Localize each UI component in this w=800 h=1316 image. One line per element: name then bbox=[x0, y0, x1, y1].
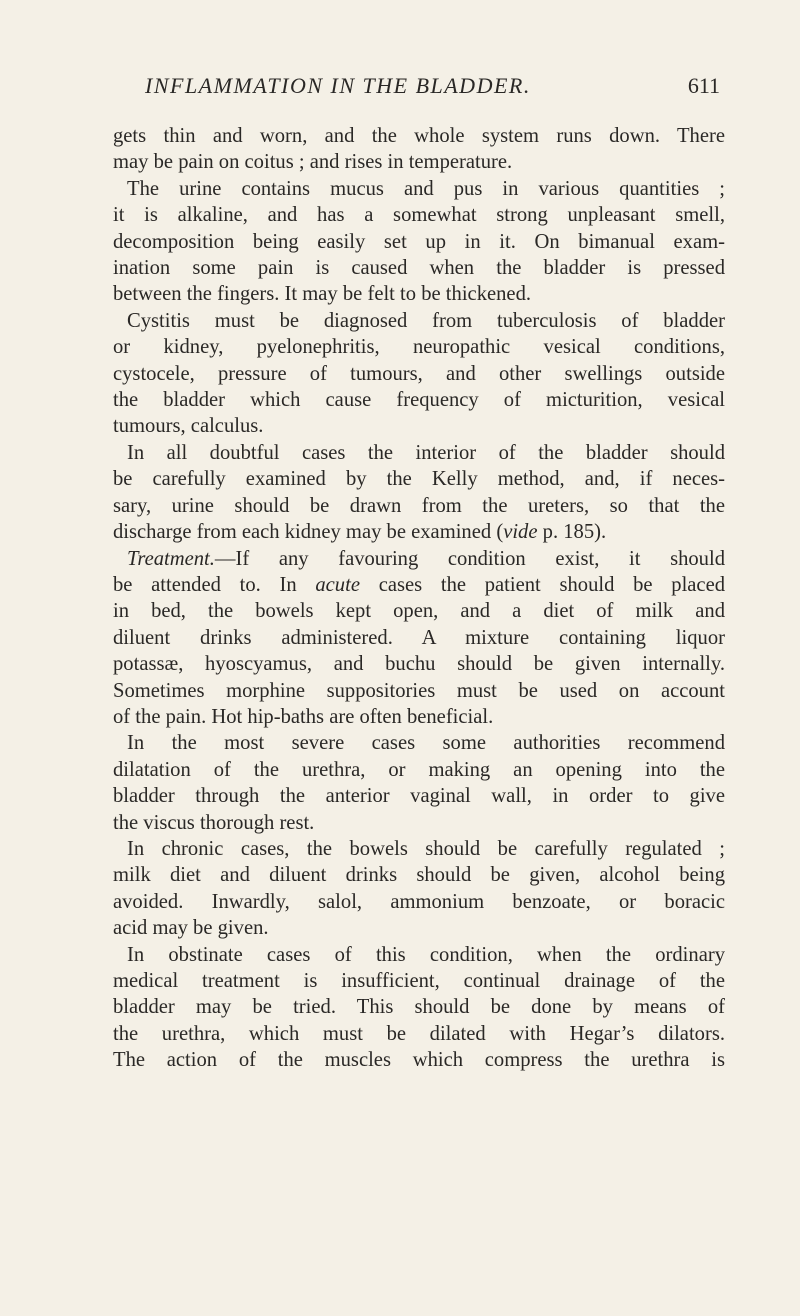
paragraph-8-line-1: In obstinate cases of this condition, when the ordinary bbox=[127, 943, 725, 966]
paragraph-1-line-1: gets thin and worn, and the whole system runs down. There bbox=[113, 125, 725, 147]
paragraph-5-line-1-text: —If any favouring condition exist, it should bbox=[214, 547, 725, 570]
page-number: 611 bbox=[687, 73, 720, 98]
paragraph-2-line-2: it is alkaline, and has a somewhat strong unpleasant smell, bbox=[113, 204, 725, 227]
paragraph-5-line-2-italic: acute bbox=[315, 573, 360, 596]
paragraph-7-line-1: In chronic cases, the bowels should be carefully regulated ; bbox=[127, 837, 725, 860]
paragraph-6-line-2: dilatation of the urethra, or making an opening into the bbox=[113, 758, 725, 781]
paragraph-5-line-3: in bed, the bowels kept open, and a diet of milk and bbox=[113, 600, 725, 623]
paragraph-2-line-4: ination some pain is caused when the bladder is pressed bbox=[113, 257, 725, 280]
paragraph-1-line-2: may be pain on coitus ; and rises in temperature. bbox=[113, 151, 513, 174]
paragraph-5-line-2-text-b: cases the patient should be placed bbox=[359, 573, 726, 596]
paragraph-7-line-4: acid may be given. bbox=[113, 917, 269, 940]
paragraph-8-line-4: the urethra, which must be dilated with Hegar’s dilators. bbox=[113, 1022, 725, 1045]
paragraph-2-line-5: between the fingers. It may be felt to be thickened. bbox=[113, 283, 532, 306]
paragraph-3-line-1: Cystitis must be diagnosed from tuberculosis of bladder bbox=[127, 309, 725, 332]
paragraph-7-line-2: milk diet and diluent drinks should be given, alcohol being bbox=[113, 864, 725, 887]
paragraph-4-line-2: be carefully examined by the Kelly method, and, if neces- bbox=[113, 468, 725, 491]
paragraph-5-line-4: diluent drinks administered. A mixture containing liquor bbox=[113, 626, 725, 649]
paragraph-3-line-2: or kidney, pyelonephritis, neuropathic vesical conditions, bbox=[113, 336, 725, 359]
paragraph-8-line-3: bladder may be tried. This should be done by means of bbox=[113, 996, 725, 1019]
paragraph-6-line-4: the viscus thorough rest. bbox=[113, 811, 315, 834]
paragraph-4-line-1: In all doubtful cases the interior of the bladder should bbox=[127, 441, 725, 464]
paragraph-4-line-3: sary, urine should be drawn from the ureters, so that the bbox=[113, 494, 725, 517]
paragraph-4-line-4 bbox=[113, 519, 725, 545]
paragraph-5-line-2-text-a: be attended to. In bbox=[113, 573, 316, 596]
paragraph-2-line-3: decomposition being easily set up in it. On bimanual exam- bbox=[113, 230, 725, 253]
paragraph-3-line-5: tumours, calculus. bbox=[113, 415, 264, 438]
body-text bbox=[113, 123, 725, 1074]
paragraph-8-line-2: medical treatment is insufficient, continual drainage of the bbox=[113, 970, 725, 992]
paragraph-2-line-1: The urine contains mucus and pus in various quantities ; bbox=[127, 177, 725, 200]
paragraph-3-line-4: the bladder which cause frequency of micturition, vesical bbox=[113, 389, 725, 412]
paragraph-8-line-5: The action of the muscles which compress the urethra is bbox=[113, 1049, 725, 1072]
paragraph-4-line-4-text-b: p. 185). bbox=[537, 521, 607, 544]
running-head bbox=[100, 70, 720, 102]
paragraph-5-line-2 bbox=[113, 572, 725, 598]
paragraph-4-line-4-text-a: discharge from each kidney may be examined ( bbox=[113, 521, 504, 544]
paragraph-6-line-1: In the most severe cases some authorities recommend bbox=[127, 732, 725, 755]
paragraph-5-line-7: of the pain. Hot hip-baths are often beneficial. bbox=[113, 705, 494, 728]
paragraph-6-line-3: bladder through the anterior vaginal wall, in order to give bbox=[113, 785, 725, 808]
treatment-heading: Treatment. bbox=[127, 547, 215, 570]
paragraph-7-line-3: avoided. Inwardly, salol, ammonium benzoate, or boracic bbox=[113, 890, 725, 913]
paragraph-5-line-5: potassæ, hyoscyamus, and buchu should be given internally. bbox=[113, 653, 725, 676]
paragraph-5-line-6: Sometimes morphine suppositories must be used on account bbox=[113, 679, 725, 702]
paragraph-3-line-3: cystocele, pressure of tumours, and other swellings outside bbox=[113, 362, 725, 385]
paragraph-5-line-1 bbox=[113, 546, 725, 572]
paragraph-4-line-4-italic: vide bbox=[503, 521, 538, 544]
running-head-title: INFLAMMATION IN THE BLADDER. bbox=[145, 73, 531, 98]
